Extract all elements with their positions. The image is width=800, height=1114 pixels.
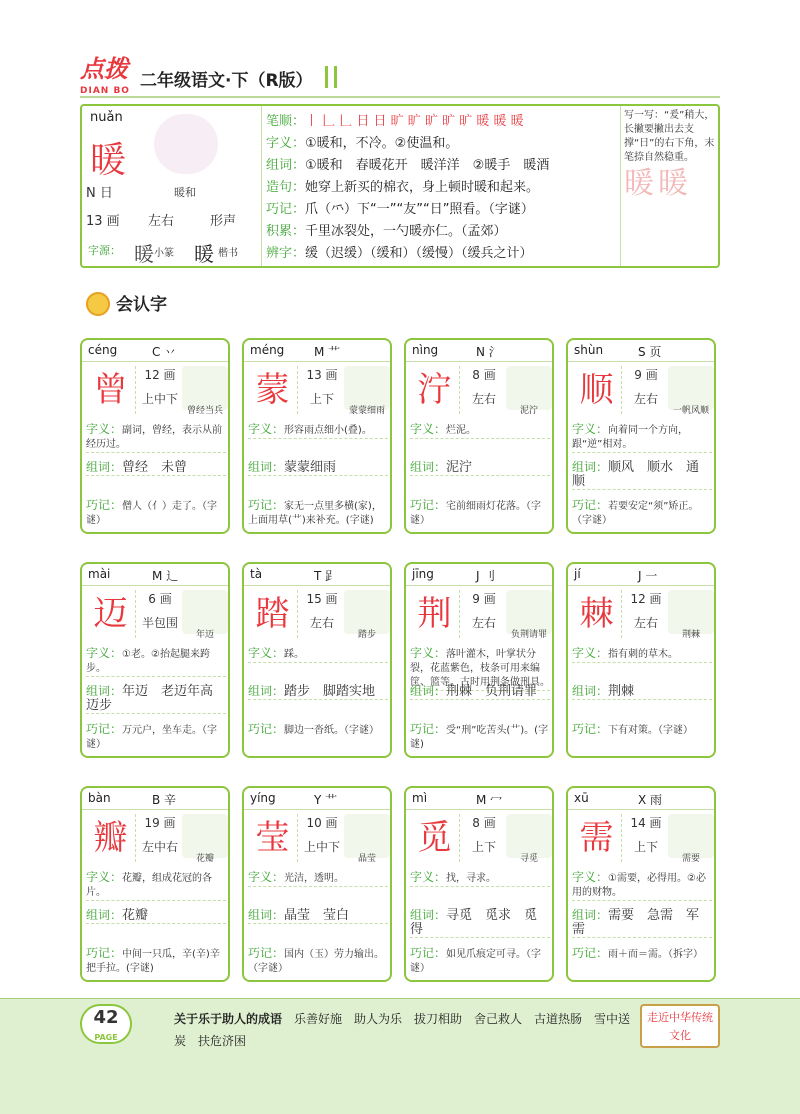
card-header xyxy=(568,788,714,810)
section-title: 会认字 xyxy=(116,295,167,315)
card-structure: 左右 xyxy=(471,392,496,406)
card-char: 觅 xyxy=(410,814,460,862)
card-structure: 左右 xyxy=(309,616,334,630)
char-card xyxy=(404,786,554,982)
card-words: 组词：晶莹 莹白 xyxy=(248,908,388,924)
card-words: 组词：荆棘 xyxy=(572,684,712,700)
card-meaning: 字义：踩。 xyxy=(248,646,388,663)
card-memory: 巧记：下有对策。（字谜） xyxy=(572,722,694,736)
origin-kai-char: 暖 xyxy=(194,242,214,266)
card-memory: 巧记：家无一点里多横(家)，上面用草(艹)来补充。(字谜) xyxy=(248,498,382,526)
card-caption: 需要 xyxy=(681,854,700,864)
card-memory: 巧记：若要安定“须”矫正。（字谜） xyxy=(572,498,699,526)
char-card xyxy=(80,786,230,982)
origin-label: 字源： xyxy=(88,244,121,257)
card-radical: S 页 xyxy=(638,345,662,359)
book-title: 二年级语文·下（R版） xyxy=(140,71,313,91)
card-caption: 曾经当兵 xyxy=(186,406,223,416)
card-strokes: 9 画 xyxy=(634,368,658,382)
card-radical: M 冖 xyxy=(476,793,503,807)
idiom-list: 关于乐于助人的成语 乐善好施 助人为乐 拔刀相助 舍己救人 古道热肠 雪中送炭 扶危济困 xyxy=(174,1012,631,1048)
card-words: 组词：曾经 未曾 xyxy=(86,460,226,476)
card-memory: 巧记：宅前细雨灯花落。（字谜） xyxy=(410,498,542,526)
card-structure: 左中右 xyxy=(141,840,178,854)
card-memory: 巧记：受“刑”吃苦头(艹)。(字谜) xyxy=(410,722,549,750)
char-card xyxy=(242,786,392,982)
main-radical: N 日 xyxy=(86,186,113,201)
card-pinyin: jīng xyxy=(412,567,434,581)
card-char: 瓣 xyxy=(86,814,136,862)
card-caption: 踏步 xyxy=(357,630,376,640)
card-words: 组词：年迈 老迈年高 迈步 xyxy=(86,684,227,713)
card-header xyxy=(568,564,714,586)
card-meaning: 字义：落叶灌木，叶掌状分裂，花蓝紫色，枝条可用来编筐、篮等。古时用荆条做刑具。 xyxy=(410,646,550,691)
card-words: 组词：泥泞 xyxy=(410,460,550,476)
card-words: 组词：踏步 脚踏实地 xyxy=(248,684,388,700)
card-pinyin: jí xyxy=(574,567,581,581)
main-character-panel xyxy=(80,104,720,268)
card-caption: 一帆风顺 xyxy=(672,406,709,416)
card-strokes: 19 画 xyxy=(144,816,176,830)
char-card xyxy=(242,338,392,534)
card-header xyxy=(244,564,390,586)
card-caption: 寻觅 xyxy=(519,854,538,864)
main-char: 暖 xyxy=(90,140,127,181)
card-strokes: 12 画 xyxy=(630,592,662,606)
card-meaning: 字义：花瓣，组成花冠的各片。 xyxy=(86,870,226,901)
char-card xyxy=(404,562,554,758)
card-words: 组词：寻觅 觅求 觅得 xyxy=(410,908,550,938)
card-strokes: 6 画 xyxy=(148,592,172,606)
char-card xyxy=(404,338,554,534)
char-card xyxy=(80,562,230,758)
card-radical: J 刂 xyxy=(476,569,496,583)
card-pinyin: tà xyxy=(250,567,263,581)
card-radical: M 艹 xyxy=(314,345,341,359)
footer-divider xyxy=(0,998,800,999)
card-caption: 负荆请罪 xyxy=(510,630,547,640)
row-meaning: 字义：①暖和，不冷。②使温和。 xyxy=(266,136,459,151)
char-card xyxy=(566,786,716,982)
card-strokes: 12 画 xyxy=(144,368,176,382)
card-header xyxy=(406,340,552,362)
card-structure: 左右 xyxy=(633,616,658,630)
card-pinyin: mì xyxy=(412,791,428,805)
card-header xyxy=(82,340,228,362)
card-structure: 上中下 xyxy=(303,840,340,854)
page-number: 42 PAGE xyxy=(80,1004,132,1044)
card-structure: 半包围 xyxy=(141,616,178,630)
card-strokes: 10 画 xyxy=(306,816,338,830)
card-pinyin: mài xyxy=(88,567,111,581)
main-strokes: 13 画 xyxy=(86,214,120,229)
decor-bars xyxy=(325,66,337,88)
card-strokes: 8 画 xyxy=(472,368,496,382)
card-memory: 巧记：万元户，坐车走。（字谜） xyxy=(86,722,218,750)
card-char: 泞 xyxy=(410,366,460,414)
card-strokes: 9 画 xyxy=(472,592,496,606)
card-memory: 巧记：国内（玉）劳力输出。（字谜） xyxy=(248,946,385,974)
card-header xyxy=(406,788,552,810)
card-meaning: 字义：烂泥。 xyxy=(410,422,550,439)
card-structure: 上下 xyxy=(309,392,334,406)
card-caption: 蒙蒙细雨 xyxy=(348,406,385,416)
char-card xyxy=(242,562,392,758)
card-radical: N 氵 xyxy=(476,345,501,359)
main-structure: 左右 xyxy=(148,214,175,229)
card-pinyin: shùn xyxy=(574,343,604,357)
card-radical: M 辶 xyxy=(152,569,179,583)
card-char: 蒙 xyxy=(248,366,298,414)
origin-b: 楷书 xyxy=(218,248,238,259)
culture-stamp: 走近中华传统文化 xyxy=(640,1004,720,1048)
card-header xyxy=(244,788,390,810)
main-char-info xyxy=(82,106,262,266)
card-char: 踏 xyxy=(248,590,298,638)
card-memory: 巧记：脚边一沓纸。（字谜） xyxy=(248,722,380,736)
origin-seal-char: 暖 xyxy=(134,242,154,266)
card-strokes: 14 画 xyxy=(630,816,662,830)
row-sentence: 造句：她穿上新买的棉衣，身上顿时暖和起来。 xyxy=(266,180,540,195)
card-meaning: 字义：副词，曾经，表示从前经历过。 xyxy=(86,422,226,453)
card-strokes: 13 画 xyxy=(306,368,338,382)
card-structure: 上中下 xyxy=(141,392,178,406)
card-char: 需 xyxy=(572,814,622,862)
card-char: 迈 xyxy=(86,590,136,638)
card-memory: 巧记：如见爪痕定可寻。（字谜） xyxy=(410,946,542,974)
card-char: 棘 xyxy=(572,590,622,638)
card-memory: 巧记：中间一只瓜，辛(辛)辛把手拉。(字谜) xyxy=(86,946,220,974)
girl-picture xyxy=(154,114,218,174)
char-card xyxy=(566,338,716,534)
card-structure: 上下 xyxy=(633,840,658,854)
card-pinyin: bàn xyxy=(88,791,111,805)
card-structure: 左右 xyxy=(633,392,658,406)
card-strokes: 15 画 xyxy=(306,592,338,606)
card-words: 组词：花瓣 xyxy=(86,908,226,924)
card-meaning: 字义：找，寻求。 xyxy=(410,870,550,887)
card-words: 组词：蒙蒙细雨 xyxy=(248,460,388,476)
write-tip-box xyxy=(620,106,718,266)
card-radical: J 一 xyxy=(638,569,658,583)
char-card xyxy=(80,338,230,534)
main-pinyin: nuǎn xyxy=(90,110,123,125)
card-radical: Y 艹 xyxy=(314,793,338,807)
header-divider xyxy=(80,96,720,98)
card-structure: 上下 xyxy=(471,840,496,854)
card-caption: 年迈 xyxy=(195,630,214,640)
card-meaning: 字义：向着同一个方向，跟“逆”相对。 xyxy=(572,422,712,453)
card-meaning: 字义：光洁，透明。 xyxy=(248,870,388,887)
card-char: 顺 xyxy=(572,366,622,414)
card-meaning: 字义：指有刺的草木。 xyxy=(572,646,712,663)
origin-a: 小篆 xyxy=(154,248,174,259)
card-pinyin: nìng xyxy=(412,343,439,357)
card-caption: 晶莹 xyxy=(357,854,376,864)
logo: 点拨 DIAN BO xyxy=(80,55,130,96)
bee-icon xyxy=(86,292,110,316)
card-header xyxy=(568,340,714,362)
card-memory: 巧记：僧人（亻）走了。（字谜） xyxy=(86,498,218,526)
card-caption: 泥泞 xyxy=(519,406,538,416)
card-pinyin: céng xyxy=(88,343,118,357)
card-words: 组词：顺风 顺水 通顺 xyxy=(572,460,712,490)
row-stroke-order: 笔顺：丨 𠃊 𠃊 日 日 旷 旷 旷 旷 旷 暖 暖 暖 xyxy=(266,114,524,129)
card-memory: 巧记：雨＋而＝需。（拆字） xyxy=(572,946,704,960)
char-card xyxy=(566,562,716,758)
card-caption: 花瓣 xyxy=(195,854,214,864)
card-words: 组词：荆棘 负荆请罪 xyxy=(410,684,550,700)
row-words: 组词：①暖和 春暖花开 暖洋洋 ②暖手 暖酒 xyxy=(266,158,550,173)
main-type: 形声 xyxy=(210,214,237,229)
row-distinguish: 辨字：缓（迟缓）（缓和）（缓慢）（缓兵之计） xyxy=(266,246,533,261)
card-radical: B 辛 xyxy=(152,793,177,807)
card-strokes: 8 画 xyxy=(472,816,496,830)
card-meaning: 字义：形容雨点细小(叠)。 xyxy=(248,422,388,439)
card-radical: T 𧾷 xyxy=(314,569,338,583)
card-header xyxy=(406,564,552,586)
card-char: 曾 xyxy=(86,366,136,414)
card-structure: 左右 xyxy=(471,616,496,630)
card-header xyxy=(82,788,228,810)
card-meaning: 字义：①老。②抬起腿来跨步。 xyxy=(86,646,226,677)
card-pinyin: méng xyxy=(250,343,285,357)
card-meaning: 字义：①需要，必得用。②必用的财物。 xyxy=(572,870,712,901)
card-pinyin: xū xyxy=(574,791,589,805)
write-practice-chars: 暖暖 xyxy=(624,166,692,201)
write-tip: 写一写：“爰”稍大，长撇要撇出去支撑“日”的右下角，末笔捺自然稳重。 xyxy=(624,110,715,163)
row-memory: 巧记：爪（⺤）下“一”“友”“日”照看。（字谜） xyxy=(266,202,534,217)
card-words: 组词：需要 急需 军需 xyxy=(572,908,712,938)
main-pic-caption: 暖和 xyxy=(174,186,196,199)
row-accumulate: 积累：千里冰裂处，一勺暖亦仁。（孟郊） xyxy=(266,224,507,239)
card-header xyxy=(244,340,390,362)
card-pinyin: yíng xyxy=(250,791,276,805)
card-radical: X 雨 xyxy=(638,793,663,807)
card-char: 荆 xyxy=(410,590,460,638)
card-caption: 荆棘 xyxy=(681,630,700,640)
card-header xyxy=(82,564,228,586)
card-char: 莹 xyxy=(248,814,298,862)
card-radical: C 丷 xyxy=(152,345,177,359)
